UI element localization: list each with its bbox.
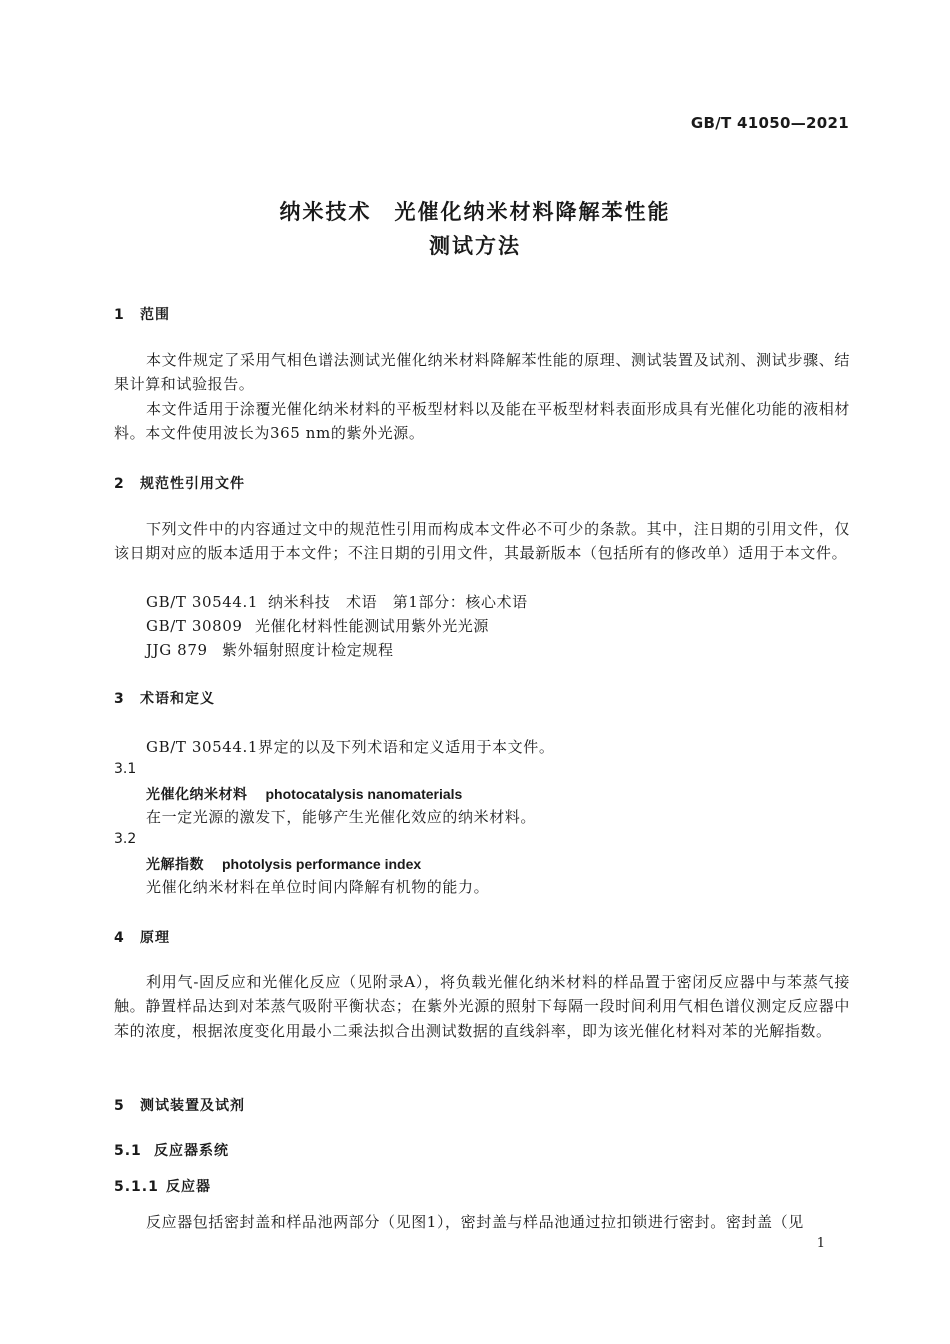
section-number: 5.1.1: [114, 1179, 159, 1195]
section-title: 反应器系统: [154, 1143, 229, 1159]
section-number: 3: [114, 691, 125, 707]
section-number: 1: [114, 307, 125, 323]
term-entry: [146, 784, 462, 804]
reference-item: [146, 591, 528, 612]
paragraph: 下列文件中的内容通过文中的规范性引用而构成本文件必不可少的条款。其中，注日期的引用文件，仅该日期对应的版本适用于本文件；不注日期的引用文件，其最新版本（包括所有的修改单）适用于本文件。: [114, 520, 850, 563]
term-number: 3.1: [114, 761, 137, 777]
section-heading-4: [114, 927, 170, 947]
page-number: 1: [816, 1236, 825, 1251]
paragraph: 本文件规定了采用气相色谱法测试光催化纳米材料降解苯性能的原理、测试装置及试剂、测试步骤、结果计算和试验报告。: [114, 351, 850, 394]
document-title-line-1: 纳米技术 光催化纳米材料降解苯性能: [279, 200, 671, 224]
section-title: 测试装置及试剂: [140, 1098, 245, 1114]
section-title: 原理: [140, 930, 170, 946]
paragraph: 本文件适用于涂覆光催化纳米材料的平板型材料以及能在平板型材料表面形成具有光催化功能的液相材料。本文件使用波长为365 nm的紫外光源。: [114, 400, 850, 443]
reference-title: 紫外辐射照度计检定规程: [222, 641, 394, 659]
reference-item: [146, 615, 489, 636]
term-en: photocatalysis nanomaterials: [265, 786, 463, 802]
reference-item: [146, 639, 394, 660]
section-heading-1: [114, 304, 170, 324]
paragraph: 利用气-固反应和光催化反应（见附录A），将负载光催化纳米材料的样品置于密闭反应器中与苯蒸气接触。静置样品达到对苯蒸气吸附平衡状态；在紫外光源的照射下每隔一段时间利用气相色谱仪测定反应器中苯的浓度，根据浓度变化用最小二乘法拟合出测试数据的直线斜率，即为该光催化材料对苯的光解指数。: [114, 973, 850, 1040]
reference-code: GB/T 30809: [146, 617, 243, 635]
subsection-heading-5-1-1: [114, 1176, 211, 1196]
term-number: 3.2: [114, 831, 137, 847]
section-title: 术语和定义: [140, 691, 215, 707]
term-definition: 光催化纳米材料在单位时间内降解有机物的能力。: [146, 878, 490, 896]
section-number: 5.1: [114, 1143, 142, 1159]
term-definition: 在一定光源的激发下，能够产生光催化效应的纳米材料。: [146, 808, 537, 826]
term-en: photolysis performance index: [222, 856, 422, 872]
subsection-heading-5-1: [114, 1140, 229, 1160]
reference-title: 光催化材料性能测试用紫外光光源: [255, 617, 490, 635]
section-title: 规范性引用文件: [140, 476, 245, 492]
section-heading-3: [114, 688, 215, 708]
section-heading-5: [114, 1095, 245, 1115]
paragraph: 反应器包括密封盖和样品池两部分（见图1），密封盖与样品池通过拉扣锁进行密封。密封盖（见: [146, 1213, 804, 1231]
section-heading-2: [114, 473, 245, 493]
section-number: 2: [114, 476, 125, 492]
reference-title: 纳米科技 术语 第1部分：核心术语: [268, 593, 528, 611]
reference-code: GB/T 30544.1: [146, 593, 259, 611]
term-zh: 光催化纳米材料: [146, 787, 248, 803]
section-number: 4: [114, 930, 125, 946]
term-zh: 光解指数: [146, 857, 204, 873]
section-number: 5: [114, 1098, 125, 1114]
standard-number: GB/T 41050—2021: [690, 114, 849, 132]
paragraph: GB/T 30544.1界定的以及下列术语和定义适用于本文件。: [146, 738, 555, 756]
term-entry: [146, 854, 421, 874]
reference-code: JJG 879: [146, 641, 208, 659]
document-title-line-2: 测试方法: [429, 234, 521, 258]
section-title: 反应器: [166, 1179, 211, 1195]
section-title: 范围: [140, 307, 170, 323]
